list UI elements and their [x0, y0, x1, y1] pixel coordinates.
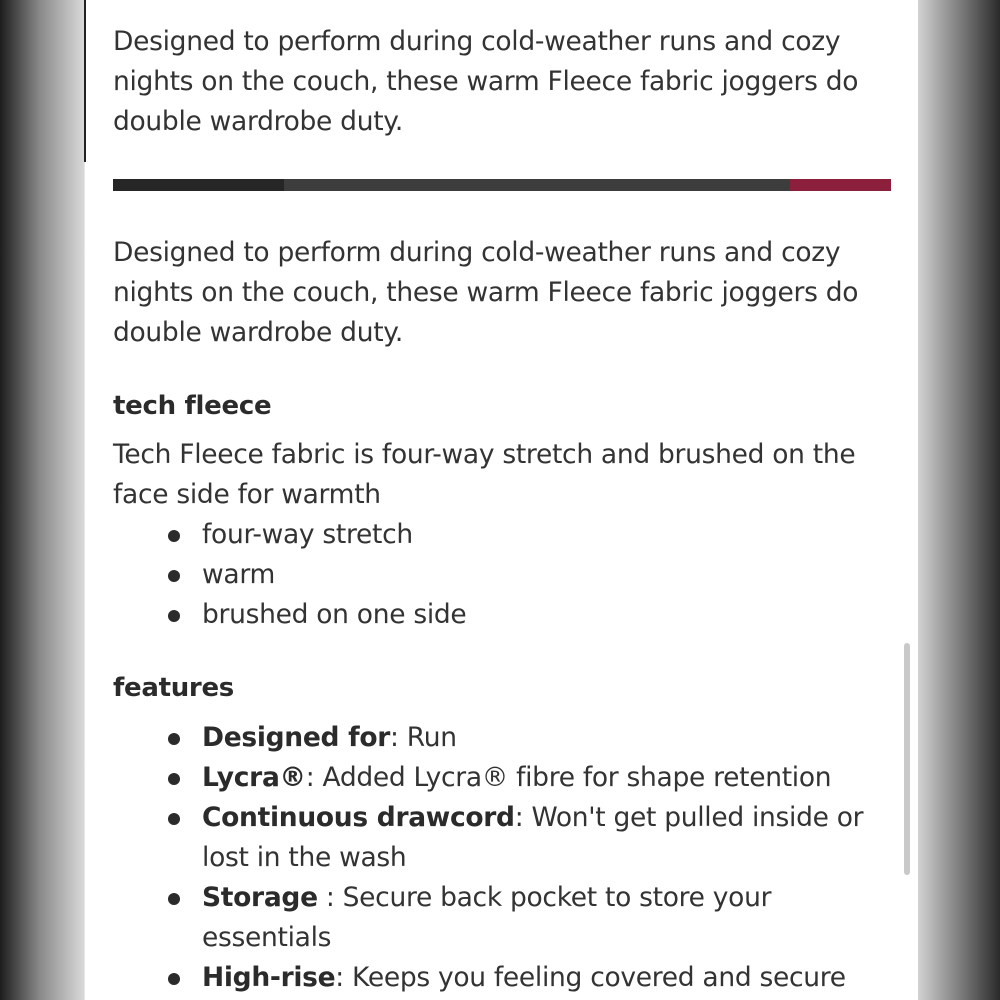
bullet-icon [168, 973, 180, 985]
bullet-icon [168, 773, 180, 785]
product-description-content [113, 22, 903, 998]
list-item [113, 515, 903, 555]
divider-segment-2 [284, 179, 790, 191]
intro-paragraph: Designed to perform during cold-weather runs and cozy nights on the couch, these warm Fleece fabric joggers do double wardrobe duty. [113, 26, 859, 137]
list-item-text: brushed on one side [202, 599, 467, 630]
tech-fleece-heading: tech fleece [113, 391, 272, 421]
bullet-icon [168, 733, 180, 745]
feature-text: Secure back pocket to store your essentials [202, 882, 772, 953]
bullet-icon [168, 610, 180, 622]
feature-separator: : [305, 762, 315, 793]
feature-label: High-rise [202, 962, 336, 993]
bullet-icon [168, 893, 180, 905]
list-item-text: four-way stretch [202, 519, 413, 550]
bullet-icon [168, 813, 180, 825]
feature-label: Lycra® [202, 762, 306, 793]
feature-label: Designed for [202, 722, 391, 753]
list-item-text: warm [202, 559, 275, 590]
tech-fleece-list [113, 515, 903, 635]
features-heading: features [113, 673, 234, 703]
section-divider [113, 179, 891, 191]
description-paragraph: Designed to perform during cold-weather runs and cozy nights on the couch, these warm Fleece fabric joggers do double wardrobe duty. [113, 237, 859, 348]
feature-text: Added Lycra® fibre for shape retention [314, 762, 832, 793]
feature-item [113, 798, 903, 878]
divider-segment-3 [790, 179, 891, 191]
feature-label: Storage [202, 882, 318, 913]
list-item [113, 555, 903, 595]
bullet-icon [168, 530, 180, 542]
feature-separator: : [390, 722, 399, 753]
bullet-icon [168, 570, 180, 582]
list-item [113, 595, 903, 635]
feature-separator: : [317, 882, 335, 913]
scrollbar-thumb[interactable] [904, 643, 910, 875]
feature-separator: : [514, 802, 524, 833]
feature-item [113, 878, 903, 958]
feature-text: Keeps you feeling covered and secure [343, 962, 846, 993]
features-list [113, 718, 903, 998]
feature-item [113, 718, 903, 758]
divider-segment-1 [113, 179, 284, 191]
panel-left-border [84, 0, 86, 162]
feature-item [113, 758, 903, 798]
tech-fleece-text: Tech Fleece fabric is four-way stretch and brushed on the face side for warmth [113, 439, 856, 510]
feature-text: Run [398, 722, 457, 753]
feature-text: Won't get pulled inside or lost in the wash [202, 802, 864, 873]
feature-item [113, 958, 903, 998]
feature-separator: : [335, 962, 344, 993]
feature-label: Continuous drawcord [202, 802, 515, 833]
